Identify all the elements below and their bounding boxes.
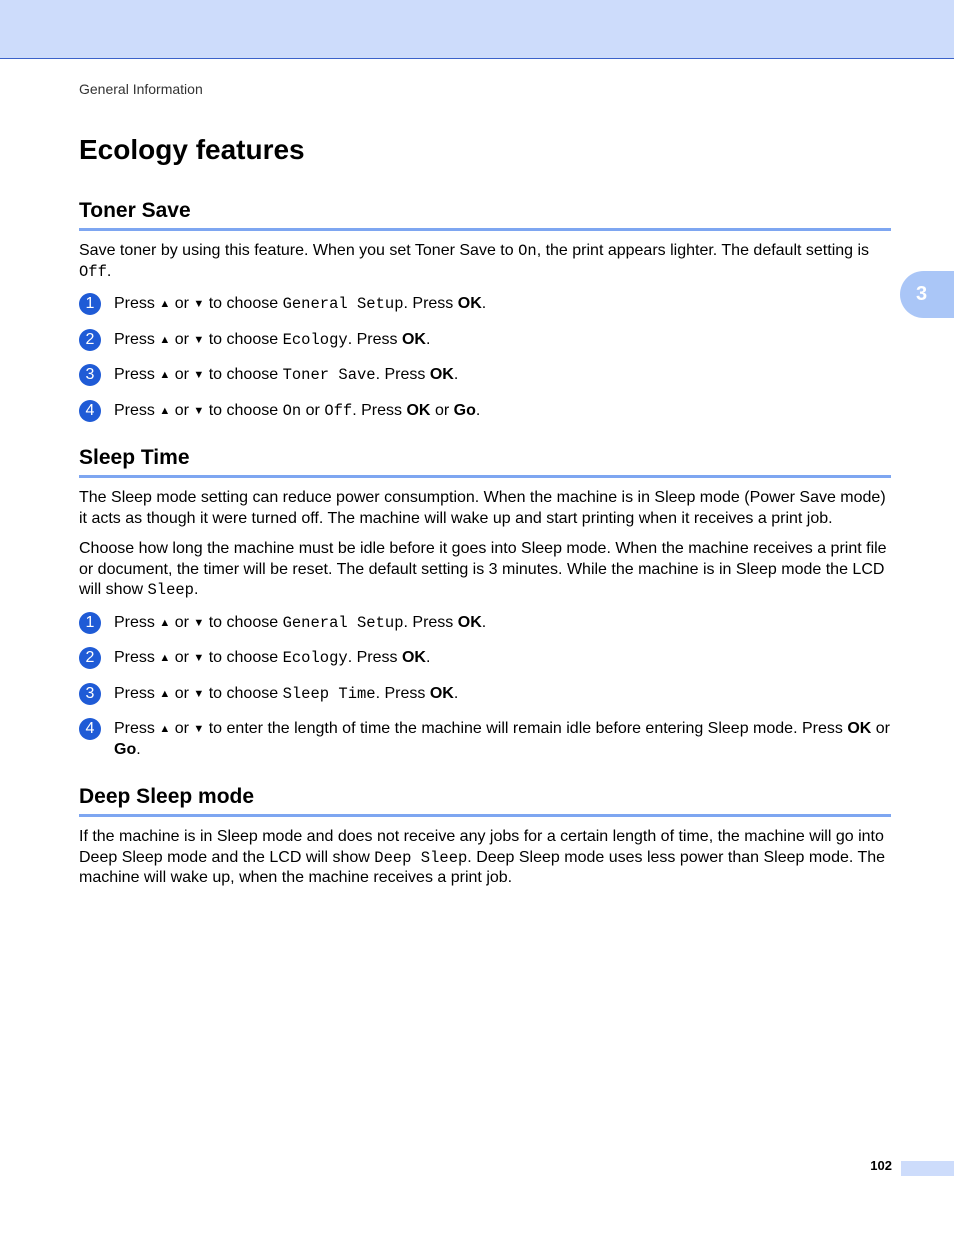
up-arrow-icon: ▲ bbox=[159, 369, 171, 381]
list-item: 4 Press ▲ or ▼ to enter the length of time the machine will remain idle before entering Sleep mode. Press OK or Go. bbox=[79, 719, 891, 760]
sleep-time-heading: Sleep Time bbox=[79, 443, 891, 478]
down-arrow-icon: ▼ bbox=[193, 298, 205, 310]
list-item: 3 Press ▲ or ▼ to choose Toner Save. Press OK. bbox=[79, 365, 891, 386]
page-number: 102 bbox=[870, 1158, 892, 1173]
footer-bar bbox=[901, 1161, 954, 1176]
deep-sleep-para: If the machine is in Sleep mode and does not receive any jobs for a certain length of time, the machine will go into Deep Sleep mode and the LCD will show Deep Sleep. Deep Sleep mode uses less power than Sleep mode. The machine will wake up, when the machine receives a print job. bbox=[79, 828, 886, 886]
toner-save-steps bbox=[79, 294, 891, 421]
up-arrow-icon: ▲ bbox=[159, 723, 171, 735]
step-number-icon: 2 bbox=[79, 329, 101, 351]
sleep-time-para-2: Choose how long the machine must be idle before it goes into Sleep mode. When the machine receives a print file or document, the timer will be reset. The default setting is 3 minutes. While the machine is in Sleep mode the LCD will show Sleep. bbox=[79, 540, 887, 599]
sleep-time-section bbox=[79, 443, 891, 760]
down-arrow-icon: ▼ bbox=[193, 687, 205, 700]
down-arrow-icon: ▼ bbox=[193, 616, 205, 629]
sleep-time-steps bbox=[79, 613, 891, 761]
down-arrow-icon: ▼ bbox=[193, 404, 205, 417]
list-item: 1 Press ▲ or ▼ to choose General Setup. Press OK. bbox=[79, 294, 891, 315]
up-arrow-icon: ▲ bbox=[159, 652, 171, 664]
up-arrow-icon: ▲ bbox=[159, 616, 171, 629]
step-number-icon: 1 bbox=[79, 612, 101, 634]
up-arrow-icon: ▲ bbox=[159, 687, 171, 700]
step-number-icon: 2 bbox=[79, 647, 101, 669]
step-number-icon: 3 bbox=[79, 683, 101, 705]
step-number-icon: 4 bbox=[79, 400, 101, 422]
down-arrow-icon: ▼ bbox=[193, 652, 205, 664]
up-arrow-icon: ▲ bbox=[159, 298, 171, 310]
toner-save-heading: Toner Save bbox=[79, 196, 891, 231]
up-arrow-icon: ▲ bbox=[159, 404, 171, 417]
header-bar bbox=[0, 0, 954, 59]
main-content bbox=[79, 130, 891, 911]
list-item: 2 Press ▲ or ▼ to choose Ecology. Press OK. bbox=[79, 330, 891, 351]
breadcrumb: General Information bbox=[79, 81, 203, 97]
toner-save-intro: Save toner by using this feature. When you set Toner Save to On, the print appears lighter. The default setting is Off. bbox=[79, 242, 870, 281]
step-number-icon: 1 bbox=[79, 293, 101, 315]
step-number-icon: 3 bbox=[79, 364, 101, 386]
up-arrow-icon: ▲ bbox=[159, 333, 171, 346]
toner-save-section bbox=[79, 196, 891, 421]
list-item: 3 Press ▲ or ▼ to choose Sleep Time. Press OK. bbox=[79, 684, 891, 705]
sleep-time-para-1: The Sleep mode setting can reduce power consumption. When the machine is in Sleep mode (Power Save mode) it acts as though it were turned off. The machine will wake up and start printing when it receives a print job. bbox=[79, 489, 886, 527]
down-arrow-icon: ▼ bbox=[193, 723, 205, 735]
list-item: 4 Press ▲ or ▼ to choose On or Off. Press OK or Go. bbox=[79, 401, 891, 422]
down-arrow-icon: ▼ bbox=[193, 369, 205, 381]
step-number-icon: 4 bbox=[79, 718, 101, 740]
chapter-tab: 3 bbox=[900, 271, 954, 318]
list-item: 1 Press ▲ or ▼ to choose General Setup. Press OK. bbox=[79, 613, 891, 634]
list-item: 2 Press ▲ or ▼ to choose Ecology. Press OK. bbox=[79, 648, 891, 669]
down-arrow-icon: ▼ bbox=[193, 333, 205, 346]
page-title: Ecology features bbox=[79, 134, 305, 165]
deep-sleep-section bbox=[79, 782, 891, 889]
deep-sleep-heading: Deep Sleep mode bbox=[79, 782, 891, 817]
